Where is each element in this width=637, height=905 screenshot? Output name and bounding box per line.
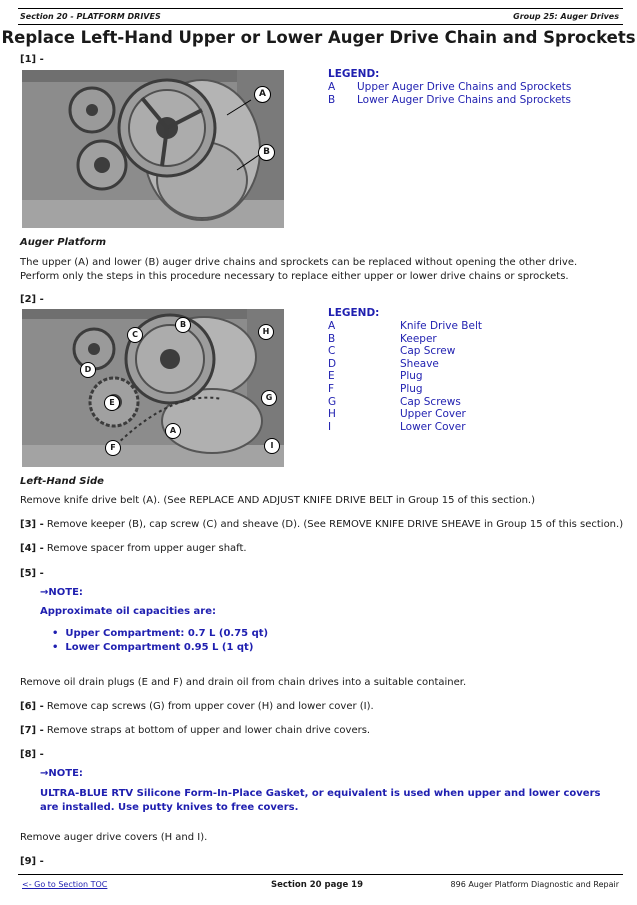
step-2-number: [2] - bbox=[20, 294, 44, 305]
callout-f: F bbox=[105, 440, 121, 456]
note-1-subheading: Approximate oil capacities are: bbox=[40, 606, 216, 617]
figure-2-caption: Left-Hand Side bbox=[20, 476, 104, 487]
legend-text: Keeper bbox=[400, 333, 437, 345]
footer-page-number: Section 20 page 19 bbox=[271, 880, 363, 890]
callout-d: D bbox=[80, 362, 96, 378]
callout-g: G bbox=[261, 390, 277, 406]
legend-key: C bbox=[328, 345, 336, 357]
step-6-number: [6] - bbox=[20, 701, 44, 712]
legend-text: Plug bbox=[400, 383, 423, 395]
step-4-text: Remove spacer from upper auger shaft. bbox=[46, 543, 247, 554]
step-2-text: Remove knife drive belt (A). (See REPLACE AND ADJUST KNIFE DRIVE BELT in Group 15 of this section.) bbox=[20, 495, 535, 506]
legend-text: Lower Auger Drive Chains and Sprockets bbox=[357, 94, 571, 106]
step-4-number: [4] - bbox=[20, 543, 44, 554]
figure-1-caption: Auger Platform bbox=[20, 237, 107, 248]
legend-title: LEGEND: bbox=[328, 307, 380, 319]
header-section: Section 20 - PLATFORM DRIVES bbox=[20, 12, 161, 21]
note-1-heading: →NOTE: bbox=[40, 587, 83, 598]
legend-text: Sheave bbox=[400, 358, 439, 370]
callout-b: B bbox=[175, 317, 191, 333]
step-7 bbox=[20, 724, 370, 738]
header-rule-top bbox=[18, 8, 623, 9]
step-7-number: [7] - bbox=[20, 725, 44, 736]
note-1-bullet-1-text: Upper Compartment: 0.7 L (0.75 qt) bbox=[65, 628, 269, 639]
legend-key: G bbox=[328, 396, 337, 408]
callout-e: E bbox=[104, 395, 120, 411]
step-1-number: [1] - bbox=[20, 54, 44, 65]
legend-key: A bbox=[328, 81, 336, 93]
intro-paragraph: The upper (A) and lower (B) auger drive chains and sprockets can be replaced without opening the other drive. Perform only the steps in this procedure necessary to replace either upper or lower drive chains or sprockets. bbox=[20, 257, 578, 282]
step-8-text: Remove auger drive covers (H and I). bbox=[20, 832, 208, 843]
legend-title: LEGEND: bbox=[328, 68, 380, 80]
callout-c: C bbox=[127, 327, 143, 343]
figure-left-hand-side-photo bbox=[22, 309, 284, 467]
callout-i: I bbox=[264, 438, 280, 454]
legend-key: I bbox=[328, 421, 332, 433]
legend-key: A bbox=[328, 320, 336, 332]
legend-text: Upper Cover bbox=[400, 408, 466, 420]
note-1-bullet-2-text: Lower Compartment 0.95 L (1 qt) bbox=[65, 642, 254, 653]
note-1-bullet-1: • Upper Compartment: 0.7 L (0.75 qt) bbox=[52, 628, 269, 639]
legend-key: H bbox=[328, 408, 336, 420]
page-title: Replace Left-Hand Upper or Lower Auger Drive Chain and Sprockets bbox=[1, 28, 636, 47]
note-1-bullet-2: • Lower Compartment 0.95 L (1 qt) bbox=[52, 642, 254, 653]
legend-text: Lower Cover bbox=[400, 421, 466, 433]
step-8-number: [8] - bbox=[20, 749, 44, 760]
step-5-number: [5] - bbox=[20, 568, 44, 579]
legend-text: Upper Auger Drive Chains and Sprockets bbox=[357, 81, 572, 93]
header-group: Group 25: Auger Drives bbox=[513, 12, 619, 21]
legend-key: F bbox=[328, 383, 335, 395]
section-toc-link[interactable]: <- Go to Section TOC bbox=[22, 880, 108, 889]
footer-document-title: 896 Auger Platform Diagnostic and Repair bbox=[450, 880, 619, 889]
legend-text: Cap Screws bbox=[400, 396, 461, 408]
note-2-text: ULTRA-BLUE RTV Silicone Form-In-Place Gasket, or equivalent is used when upper and lower covers are installed. Use putty knives to free covers. bbox=[40, 788, 601, 813]
legend-key: E bbox=[328, 370, 335, 382]
step-4 bbox=[20, 542, 247, 556]
legend-text: Cap Screw bbox=[400, 345, 456, 357]
note-2-heading: →NOTE: bbox=[40, 768, 83, 779]
step-6-text: Remove cap screws (G) from upper cover (H) and lower cover (I). bbox=[46, 701, 374, 712]
callout-h: H bbox=[258, 324, 274, 340]
step-5-text: Remove oil drain plugs (E and F) and drain oil from chain drives into a suitable container. bbox=[20, 677, 467, 688]
legend-key: D bbox=[328, 358, 337, 370]
callout-a: A bbox=[254, 86, 271, 103]
step-6 bbox=[20, 700, 374, 714]
legend-text: Knife Drive Belt bbox=[400, 320, 482, 332]
legend-text: Plug bbox=[400, 370, 423, 382]
callout-b: B bbox=[258, 144, 275, 161]
footer-rule bbox=[18, 874, 623, 875]
step-7-text: Remove straps at bottom of upper and lower chain drive covers. bbox=[46, 725, 371, 736]
step-3-number: [3] - bbox=[20, 519, 44, 530]
legend-key: B bbox=[328, 333, 336, 345]
step-9-number: [9] - bbox=[20, 856, 44, 867]
step-3-text: Remove keeper (B), cap screw (C) and sheave (D). (See REMOVE KNIFE DRIVE SHEAVE in Group 15 of this section.) bbox=[46, 519, 624, 530]
callout-a: A bbox=[165, 423, 181, 439]
step-3 bbox=[20, 518, 623, 532]
header-rule-bottom bbox=[18, 24, 623, 25]
legend-key: B bbox=[328, 94, 336, 106]
figure-auger-platform-photo bbox=[22, 70, 284, 228]
